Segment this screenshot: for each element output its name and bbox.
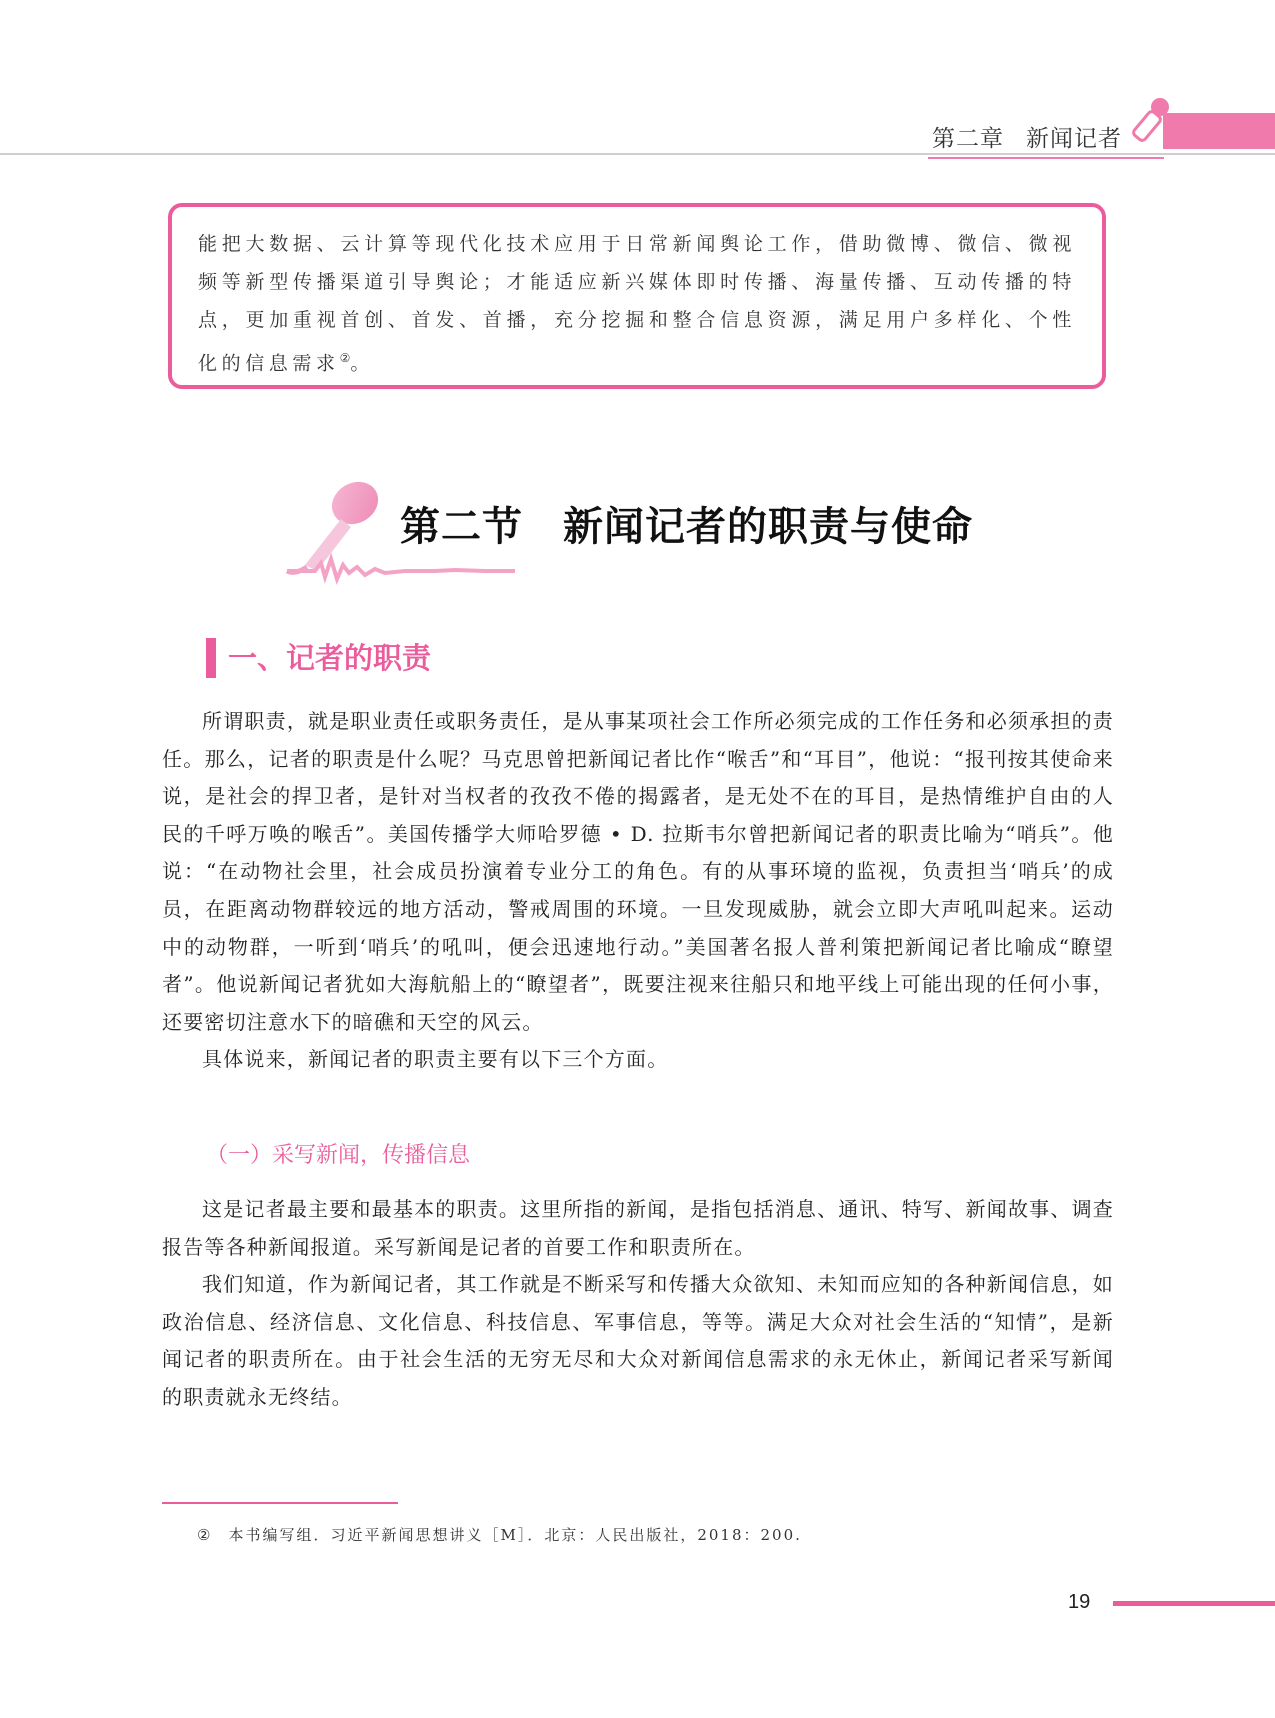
footnote-text: 本书编写组．习近平新闻思想讲义［M］．北京：人民出版社，2018：200. [228,1526,802,1544]
footnote-ref[interactable]: ② [339,351,351,365]
header-rule [0,153,1275,155]
paragraph: 这是记者最主要和最基本的职责。这里所指的新闻，是指包括消息、通讯、特写、新闻故事、调查报告等各种新闻报道。采写新闻是记者的首要工作和职责所在。 [162,1197,1114,1259]
paragraph: 我们知道，作为新闻记者，其工作就是不断采写和传播大众欲知、未知而应知的各种新闻信息，如政治信息、经济信息、文化信息、科技信息、军事信息，等等。满足大众对社会生活的“知情”，是新闻记者的职责所在。由于社会生活的无穷无尽和大众对新闻信息需求的永无休止，新闻记者采写新闻的职责就永无终结。 [162,1272,1114,1409]
header-underline [928,157,1164,159]
item-heading: （一）采写新闻，传播信息 [206,1143,471,1168]
paragraph: 具体说来，新闻记者的职责主要有以下三个方面。 [202,1047,669,1072]
page-number: 19 [1068,1591,1091,1613]
quote-box [168,203,1106,389]
page-number-bar [1113,1601,1275,1606]
footnote-mark: ② [197,1526,213,1544]
footnote [197,1524,802,1545]
running-header [932,120,1144,153]
quote-end: 。 [350,352,374,375]
subsection-title: 一、记者的职责 [228,641,432,675]
body-text-b [162,1191,1114,1417]
subsection-marker [206,638,216,678]
header-accent-band [1163,113,1275,149]
footnote-rule [162,1502,398,1504]
section-heading [400,495,973,552]
quote-body: 能把大数据、云计算等现代化技术应用于日常新闻舆论工作，借助微博、微信、微视频等新型传播渠道引导舆论；才能适应新兴媒体即时传播、海量传播、互动传播的特点，更加重视首创、首发、首播，充分挖掘和整合信息资源，满足用户多样化、个性化的信息需求 [198,233,1076,375]
header-title: 新闻记者 [1026,126,1122,152]
section-title: 新闻记者的职责与使命 [563,503,973,550]
body-text-a [162,703,1114,1079]
quote-text [198,225,1076,382]
header-chapter: 第二章 [932,126,1004,152]
section-number: 第二节 [400,503,523,550]
paragraph: 所谓职责，就是职业责任或职务责任，是从事某项社会工作所必须完成的工作任务和必须承担的责任。那么，记者的职责是什么呢？马克思曾把新闻记者比作“喉舌”和“耳目”，他说：“报刊按其使命来说，是社会的捍卫者，是针对当权者的孜孜不倦的揭露者，是无处不在的耳目，是热情维护自由的人民的千呼万唤的喉舌”。美国传播学大师哈罗德 • D. 拉斯韦尔曾把新闻记者的职责比喻为“哨兵”。他说：“在动物社会里，社会成员扮演着专业分工的角色。有的从事环境的监视，负责担当‘哨兵’的成员，在距离动物群较远的地方活动，警戒周围的环境。一旦发现威胁，就会立即大声吼叫起来。运动中的动物群，一听到‘哨兵’的吼叫，便会迅速地行动。”美国著名报人普利策把新闻记者比喻成“瞭望者”。他说新闻记者犹如大海航船上的“瞭望者”，既要注视来往船只和地平线上可能出现的任何小事，还要密切注意水下的暗礁和天空的风云。 [162,709,1114,1034]
